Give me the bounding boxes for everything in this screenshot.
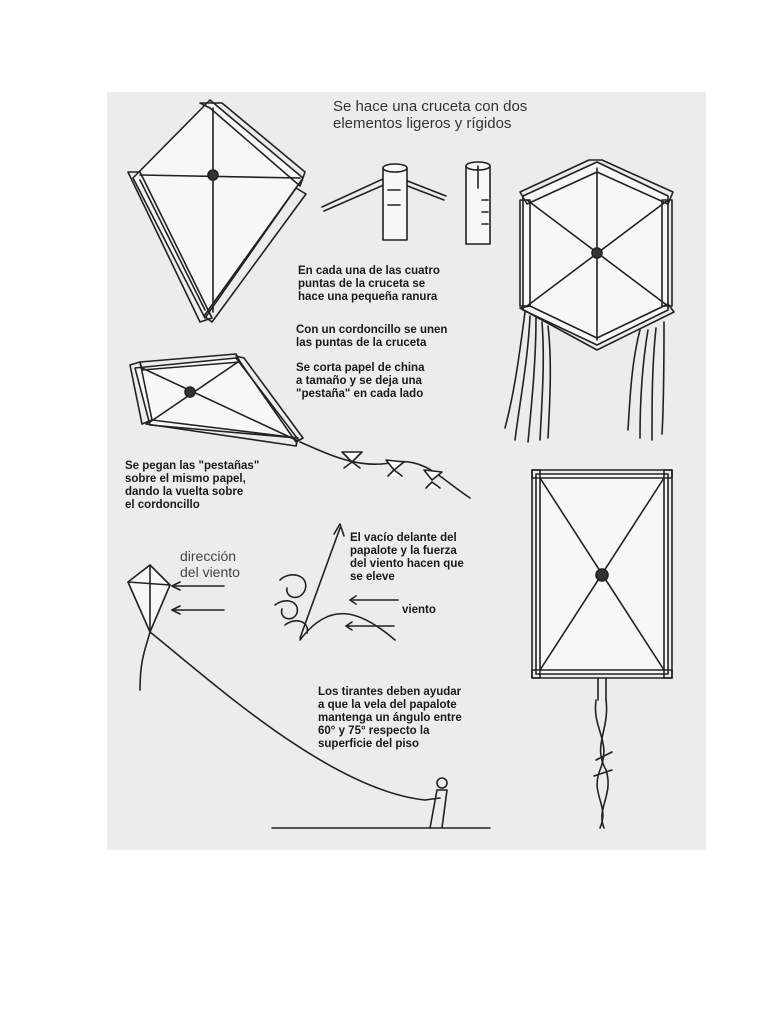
hexagon-kite — [505, 160, 674, 442]
label-notch: En cada una de las cuatro puntas de la cruceta se hace una pequeña ranura — [298, 265, 440, 303]
label-paper: Se corta papel de china a tamaño y se deja una "pestaña" en cada lado — [296, 362, 425, 400]
rectangle-kite — [532, 470, 672, 828]
notched-stick-detail — [466, 162, 490, 244]
label-crossbar: Se hace una cruceta con dos elementos ligeros y rígidos — [333, 98, 528, 132]
label-bridle: Los tirantes deben ayudar a que la vela del papalote mantenga un ángulo entre 60° y 75° respecto la superficie del piso — [318, 686, 462, 750]
person-flying-kite — [272, 778, 490, 828]
label-wind-direction: dirección del viento — [180, 548, 240, 580]
label-lift: El vacío delante del papalote y la fuerza del viento hacen que se eleve — [350, 532, 464, 583]
label-glue-tabs: Se pegan las "pestañas" sobre el mismo papel, dando la vuelta sobre el cordoncillo — [125, 460, 260, 511]
crossbar-joint-detail — [322, 164, 446, 240]
label-string: Con un cordoncillo se unen las puntas de la cruceta — [296, 324, 448, 349]
diamond-kite-frame — [128, 100, 306, 322]
label-wind: viento — [402, 604, 436, 616]
